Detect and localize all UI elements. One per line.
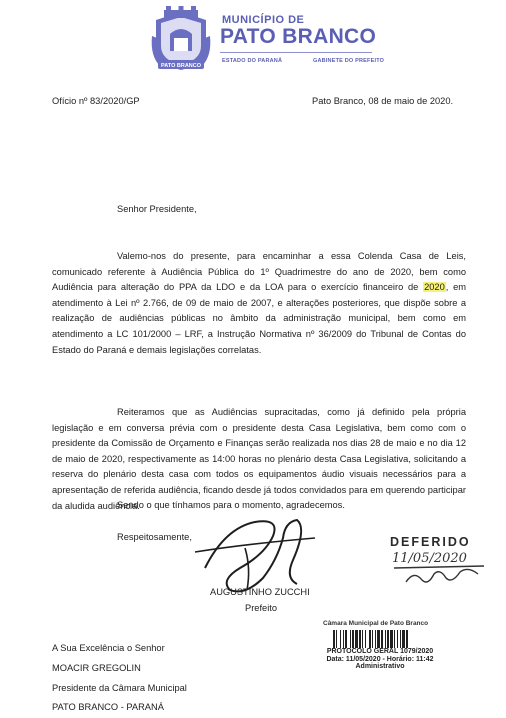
deferido-handwritten-date [388,534,488,588]
protocol-datetime: Data: 11/05/2020 - Horário: 11:42 [326,655,434,663]
svg-text:11/05/2020: 11/05/2020 [392,551,467,566]
signer-title: Prefeito [245,603,278,613]
header-state: ESTADO DO PARANÁ [222,58,283,64]
header-divider [220,52,372,53]
signer-name: AUGUSTINHO ZUCCHI [210,587,310,597]
recipient-line-1: A Sua Excelência o Senhor [52,643,165,653]
body-paragraph-2: Reiteramos que as Audiências supracitadas, como já definido pela própria legislação e em conversa prévia com o presidente desta Casa Legislativa, bem como com o presidente da Comissão de Orçamento e Finanças serão realizada nos dias 28 de maio e no dia 12 de maio de 2020, respectivamente as 14:00 horas no plenário desta Casa Legislativa, solicitando a reserva do plenário desta casa com todos os equipamentos áudio visuais necessários para a apresentação de referida audiência, ficando desde já todos convidados para em querendo participar da aludida audiência. [52,407,466,511]
header-office: GABINETE DO PREFEITO [313,58,385,64]
barcode [333,630,471,648]
body-paragraph-3: Sendo o que tínhamos para o momento, agradecemos. [117,500,345,510]
letter-date: Pato Branco, 08 de maio de 2020. [312,96,454,106]
protocol-title: Câmara Municipal de Pato Branco [323,620,429,627]
municipality-label: MUNICÍPIO DE [222,14,305,26]
recipient-name: MOACIR GREGOLIN [52,663,141,673]
highlighted-year: 2020 [424,282,445,293]
crest-ribbon-text: PATO BRANCO [160,63,202,69]
municipality-name: PATO BRANCO [220,25,377,48]
protocol-stamp [323,620,483,671]
protocol-department: Administrativo [355,663,405,670]
closing: Respeitosamente, [117,532,192,542]
recipient-location: PATO BRANCO - PARANÁ [52,702,164,712]
paragraph-1-part-b: , em atendimento à Lei nº 2.766, de 09 de maio de 2007, e alterações posteriores, que dispõe sobre a realização de audiências públicas no âmbito da administração municipal, bem como em atendimento a LC 101/2000 – LRF, a Instrução Normativa nº 36/2009 do Tribunal de Contas do Estado do Paraná e demais legislações correlatas. [52,282,466,355]
paragraph-1-part-a: Valemo-nos do presente, para encaminhar a essa Colenda Casa de Leis, comunicado referente à Audiência Pública do 1º Quadrimestre do ano de 2020, bem como Audiência para alteração do PPA da LDO e da LOA para o exercício financeiro de [52,251,466,293]
municipal-coat-of-arms [150,6,212,72]
body-paragraph-1 [52,249,466,358]
salutation: Senhor Presidente, [117,204,197,214]
letter-reference: Ofício nº 83/2020/GP [52,96,140,106]
deferido-stamp: DEFERIDO [390,535,471,549]
recipient-title: Presidente da Câmara Municipal [52,683,187,693]
protocol-number: PROTOCOLO GERAL 1079/2020 [326,648,434,655]
